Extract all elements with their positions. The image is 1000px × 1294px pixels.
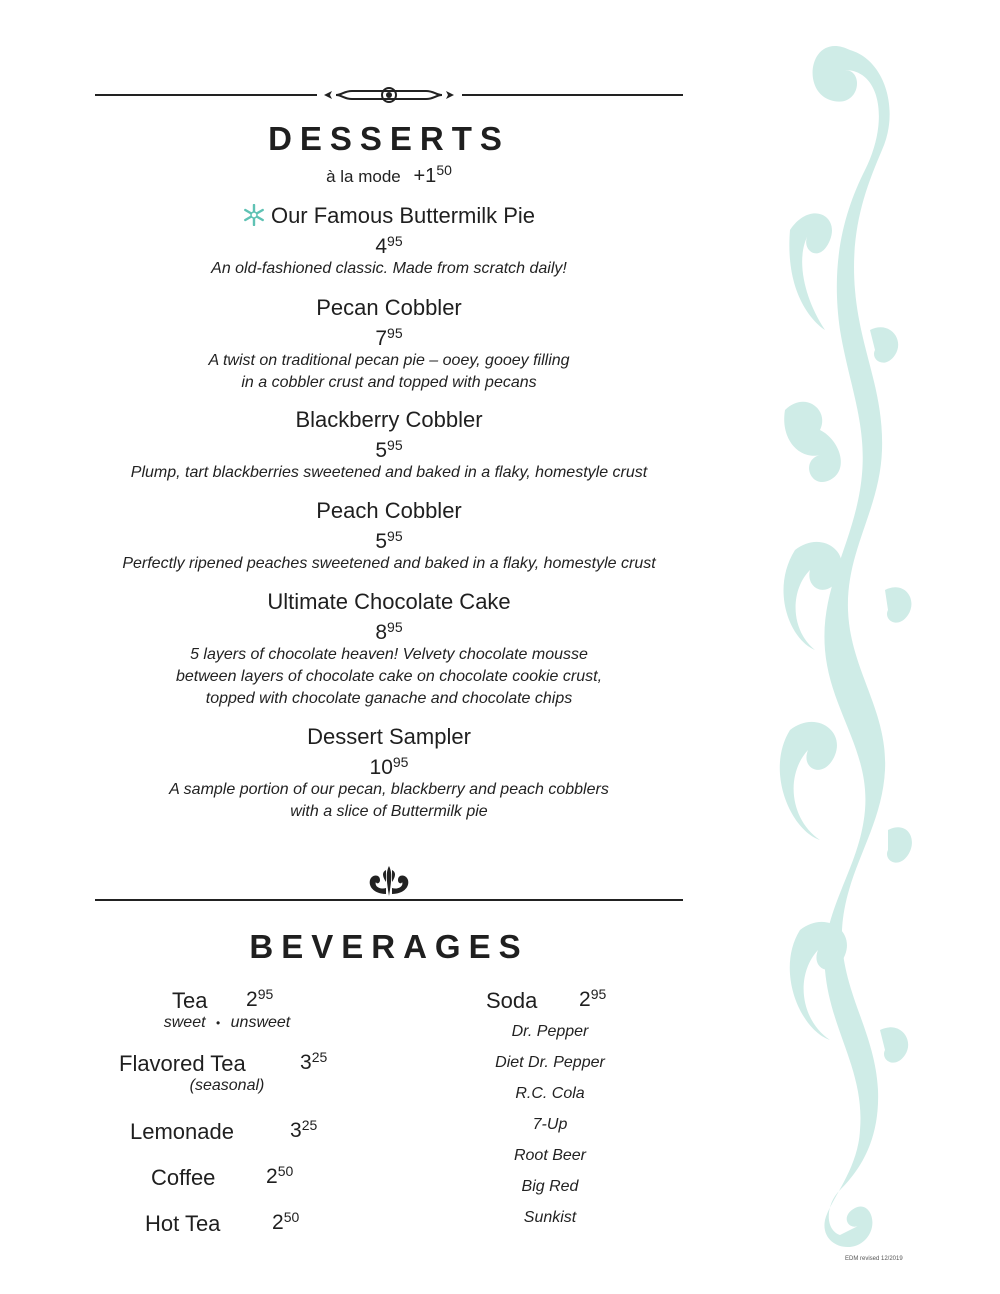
dessert-name: Dessert Sampler <box>307 724 471 749</box>
beverage-lemonade-price: $3^{25}$ <box>290 1117 318 1142</box>
dessert-price: $5^{95}$ <box>375 437 403 462</box>
asterisk-icon <box>243 204 265 226</box>
top-rule-left <box>95 94 317 96</box>
soda-flavor: Dr. Pepper <box>511 1023 589 1040</box>
dessert-name: Blackberry Cobbler <box>295 407 483 432</box>
soda-flavor: 7-Up <box>532 1116 568 1133</box>
dessert-price: $5^{95}$ <box>375 528 403 553</box>
dessert-description-line: with a slice of Buttermilk pie <box>290 803 488 820</box>
dessert-description-line: between layers of chocolate cake on chocolate cookie crust, <box>175 668 603 685</box>
dessert-name: Peach Cobbler <box>316 498 462 523</box>
soda-flavor: Sunkist <box>523 1209 577 1226</box>
beverage-tea-price: $2^{95}$ <box>246 986 274 1011</box>
dessert-description-line: A twist on traditional pecan pie – ooey, gooey filling <box>208 352 570 369</box>
a-la-mode <box>95 162 683 188</box>
soda-flavor: Big Red <box>521 1178 579 1195</box>
decorative-scroll-icon <box>770 30 920 1260</box>
beverage-coffee-name: Coffee <box>151 1165 216 1190</box>
dessert-name: Ultimate Chocolate Cake <box>267 589 511 614</box>
dessert-name: Pecan Cobbler <box>316 295 462 320</box>
beverage-flavored-tea-name: Flavored Tea <box>119 1051 246 1076</box>
middle-rule <box>95 899 683 901</box>
dessert-price: $4^{95}$ <box>375 233 403 258</box>
a-la-mode-label: à la mode <box>326 167 401 186</box>
dessert-price: $8^{95}$ <box>375 619 403 644</box>
dessert-description-line: in a cobbler crust and topped with pecans <box>241 374 537 391</box>
dessert-description: An old-fashioned classic. Made from scratch daily! <box>211 260 567 277</box>
dessert-item-buttermilk-pie <box>95 203 683 280</box>
dessert-item-peach-cobbler <box>95 498 683 575</box>
ornament-divider-icon <box>322 82 456 108</box>
beverages-title: BEVERAGES <box>249 928 529 965</box>
bullet-separator: • <box>216 1016 221 1030</box>
dessert-name: Our Famous Buttermilk Pie <box>270 203 536 228</box>
dessert-description: Plump, tart blackberries sweetened and baked in a flaky, homestyle crust <box>130 464 648 481</box>
soda-flavor-list <box>480 1022 620 1239</box>
dessert-description-line: A sample portion of our pecan, blackberry and peach cobblers <box>169 781 609 798</box>
dessert-item-blackberry-cobbler <box>95 407 683 484</box>
soda-flavor: Diet Dr. Pepper <box>495 1054 605 1071</box>
a-la-mode-price: $+1^{50}$ <box>413 162 452 187</box>
tea-option-sweet: sweet <box>163 1014 206 1031</box>
beverage-coffee-price: $2^{50}$ <box>266 1163 294 1188</box>
dessert-item-chocolate-cake <box>95 589 683 710</box>
top-rule-right <box>462 94 683 96</box>
dessert-price: $10^{95}$ <box>369 754 409 779</box>
tea-option-unsweet: unsweet <box>230 1014 291 1031</box>
beverage-hot-tea-price: $2^{50}$ <box>272 1209 300 1234</box>
tea-options <box>140 1014 314 1032</box>
dessert-item-sampler <box>95 724 683 823</box>
dessert-item-pecan-cobbler <box>95 295 683 394</box>
dessert-description-line: topped with chocolate ganache and chocolate chips <box>205 690 573 707</box>
beverage-hot-tea-name: Hot Tea <box>145 1211 221 1236</box>
soda-flavor: Root Beer <box>513 1147 587 1164</box>
fleur-ornament-icon <box>364 864 414 898</box>
beverage-soda-name: Soda <box>486 988 538 1013</box>
dessert-description: Perfectly ripened peaches sweetened and baked in a flaky, homestyle crust <box>122 555 656 572</box>
beverage-soda-price: $2^{95}$ <box>579 986 607 1011</box>
desserts-title: DESSERTS <box>268 120 510 157</box>
dessert-price: $7^{95}$ <box>375 325 403 350</box>
beverage-flavored-tea-price: $3^{25}$ <box>300 1049 328 1074</box>
beverage-tea-name: Tea <box>172 988 208 1013</box>
dessert-description-line: 5 layers of chocolate heaven! Velvety chocolate mousse <box>190 646 588 663</box>
soda-flavor: R.C. Cola <box>515 1085 585 1102</box>
beverage-lemonade-name: Lemonade <box>130 1119 234 1144</box>
flavored-tea-note: (seasonal) <box>189 1077 265 1094</box>
revision-note: EDM revised 12/2019 <box>845 1256 903 1262</box>
